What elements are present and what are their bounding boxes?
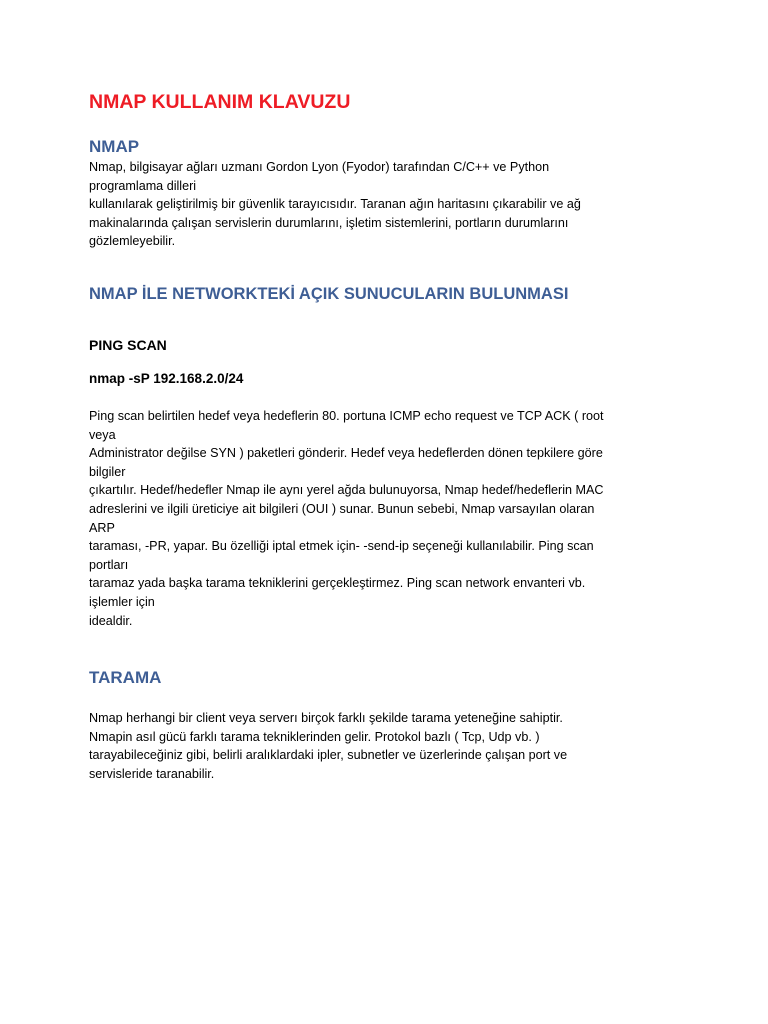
paragraph-ping-scan — [89, 407, 708, 630]
text-line: veya — [89, 427, 116, 442]
text-line: tarayabileceğiniz gibi, belirli aralıklardaki ipler, subnetler ve üzerlerinde çalışan port ve — [89, 748, 568, 763]
text-line: Nmap, bilgisayar ağları uzmanı Gordon Lyon (Fyodor) tarafından C/C++ ve Python — [89, 160, 550, 174]
subheading-ping-scan: PING SCAN — [89, 336, 167, 353]
text-line: taraması, -PR, yapar. Bu özelliği iptal etmek için- -send-ip seçeneği kullanılabilir. Ping scan — [89, 539, 594, 554]
text-line: çıkartılır. Hedef/hedefler Nmap ile aynı yerel ağda bulunuyorsa, Nmap hedef/hedeflerin MAC — [89, 483, 604, 498]
section-heading-network: NMAP İLE NETWORKTEKİ AÇIK SUNUCULARIN BULUNMASI — [89, 284, 569, 303]
text-line: işlemler için — [89, 594, 155, 609]
text-line: programlama dilleri — [89, 178, 197, 193]
text-line: gözlemleyebilir. — [89, 234, 176, 249]
paragraph-nmap-intro — [89, 158, 708, 251]
text-line: Ping scan belirtilen hedef veya hedeflerin 80. portuna ICMP echo request ve TCP ACK ( root — [89, 408, 604, 423]
document-title: NMAP KULLANIM KLAVUZU — [89, 91, 351, 113]
text-line: Nmap herhangi bir client veya serverı birçok farklı şekilde tarama yeteneğine sahiptir. — [89, 711, 563, 726]
text-line: portları — [89, 557, 129, 572]
text-line: servisleride taranabilir. — [89, 766, 215, 781]
text-line: makinalarında çalışan servislerin durumlarını, işletim sistemlerini, portların durumlarını — [89, 215, 569, 230]
command-example: nmap -sP 192.168.2.0/24 — [89, 370, 244, 386]
section-heading-nmap: NMAP — [89, 137, 140, 156]
section-heading-tarama: TARAMA — [89, 668, 162, 688]
text-line: Administrator değilse SYN ) paketleri gönderir. Hedef veya hedeflerden dönen tepkilere göre — [89, 446, 603, 461]
text-line: kullanılarak geliştirilmiş bir güvenlik tarayıcısıdır. Taranan ağın haritasını çıkarabilir ve ağ — [89, 197, 581, 212]
text-line: idealdir. — [89, 613, 133, 628]
text-line: taramaz yada başka tarama tekniklerini gerçekleştirmez. Ping scan network envanteri vb. — [89, 576, 586, 591]
paragraph-tarama — [89, 709, 708, 783]
text-line: adreslerini ve ilgili üreticiye ait bilgileri (OUI ) sunar. Bunun sebebi, Nmap varsayılan olaran — [89, 501, 595, 516]
text-line: ARP — [89, 520, 115, 535]
text-line: bilgiler — [89, 464, 126, 479]
text-line: Nmapin asıl gücü farklı tarama tekniklerinden gelir. Protokol bazlı ( Tcp, Udp vb. ) — [89, 729, 540, 744]
